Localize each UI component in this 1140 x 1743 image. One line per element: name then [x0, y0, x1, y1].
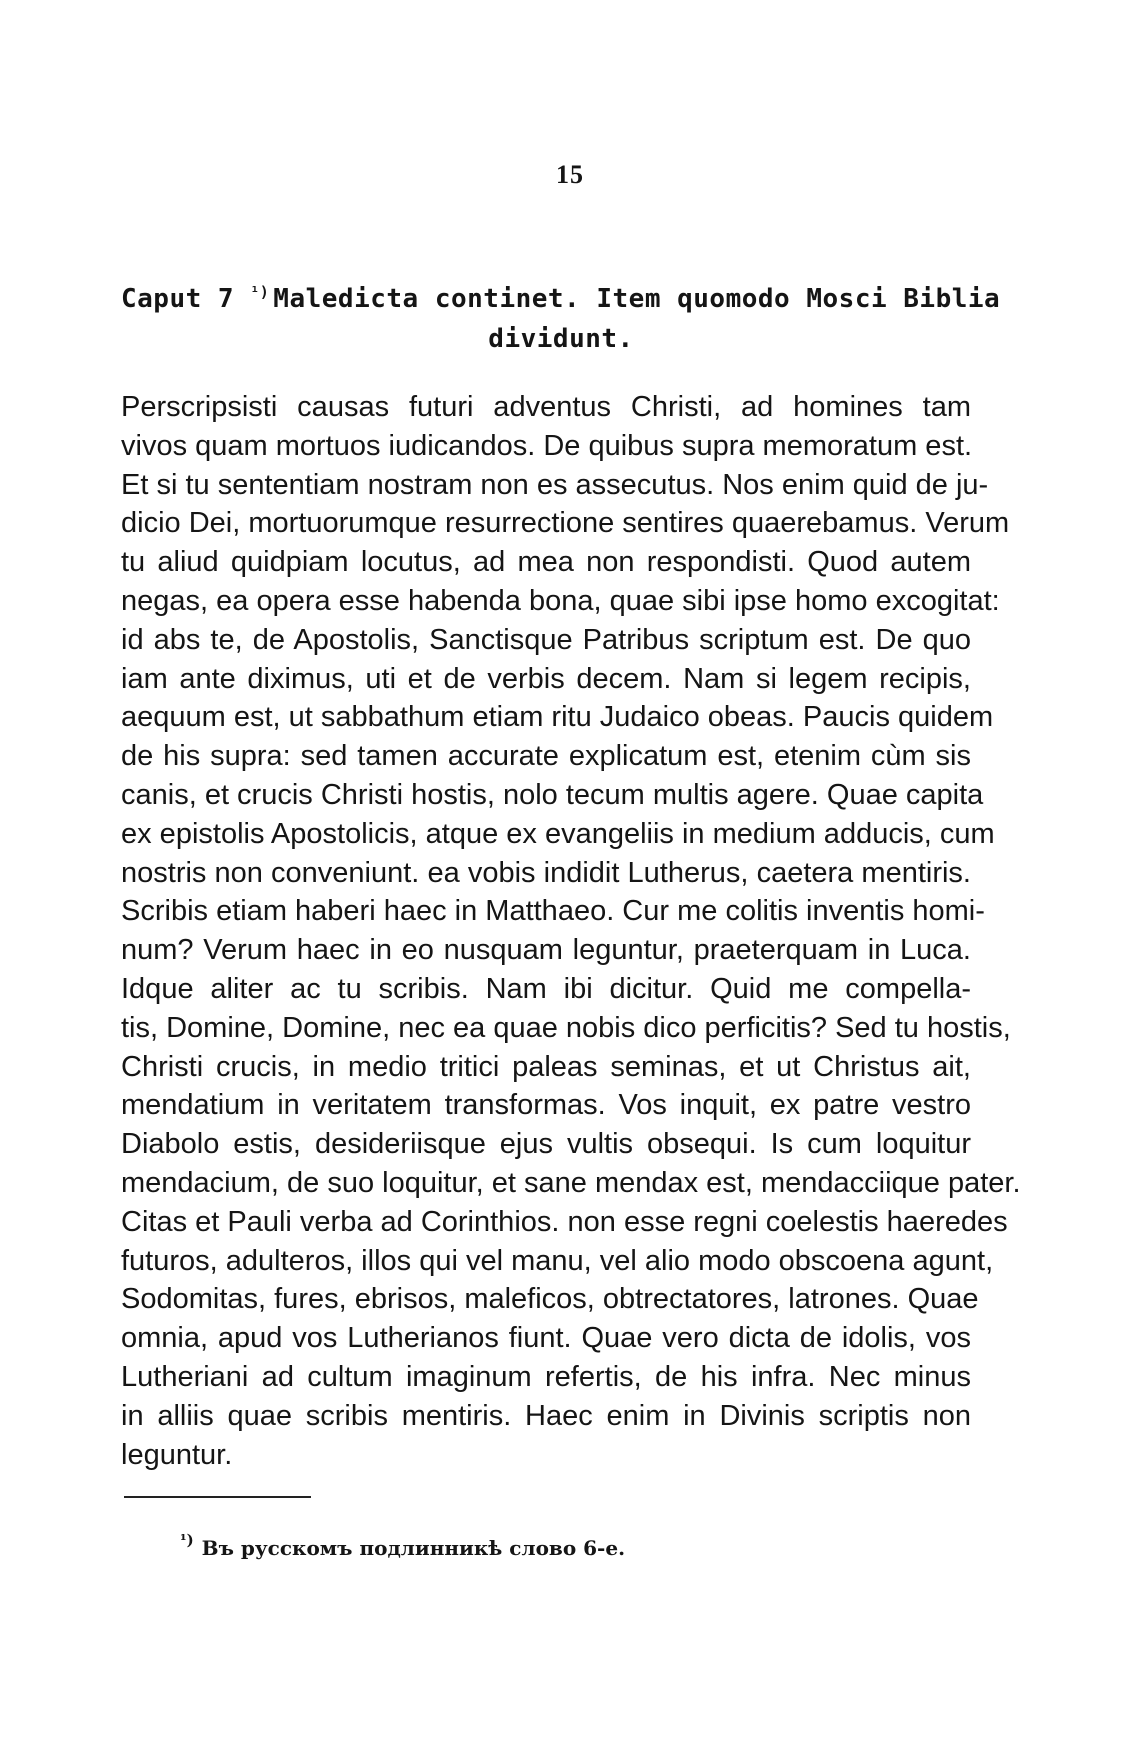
footnote-text: Въ русскомъ подлинникѣ слово 6-е.	[201, 1536, 626, 1560]
text-line: Sodomitas, fures, ebrisos, maleficos, obtrectatores, latrones. Quae	[121, 1283, 979, 1316]
text-line: mendacium, de suo loquitur, et sane mendax est, mendacciique pater.	[121, 1166, 1021, 1199]
text-line: nostris non conveniunt. ea vobis indidit Lutherus, caetera mentiris.	[121, 856, 971, 889]
text-line: vivos quam mortuos iudicandos. De quibus supra memoratum est.	[121, 429, 973, 462]
footnote-divider	[124, 1496, 311, 1498]
footnote	[180, 1531, 625, 1560]
text-line: Perscripsisti causas futuri adventus Christi, ad homines tam	[121, 391, 971, 423]
chapter-label: Caput 7	[121, 284, 235, 314]
text-line: de his supra: sed tamen accurate explicatum est, etenim cùm sis	[121, 740, 971, 773]
text-line: Et si tu sententiam nostram non es assecutus. Nos enim quid de ju-	[121, 468, 989, 501]
text-line: in alliis quae scribis mentiris. Haec enim in Divinis scriptis non	[121, 1399, 971, 1432]
text-line: iam ante diximus, uti et de verbis decem. Nam si legem recipis,	[121, 662, 971, 695]
text-line: Scribis etiam haberi haec in Matthaeo. Cur me colitis inventis homi-	[121, 895, 985, 928]
text-line: dicio Dei, mortuorumque resurrectione sentires quaerebamus. Verum	[121, 507, 1010, 540]
footnote-mark: ¹)	[180, 1531, 194, 1549]
text-line: canis, et crucis Christi hostis, nolo tecum multis agere. Quae capita	[121, 778, 984, 811]
chapter-title-part-2: dividunt.	[488, 324, 634, 354]
chapter-title-part-1: Maledicta continet. Item quomodo Mosci Biblia	[273, 284, 1001, 314]
text-line: Lutheriani ad cultum imaginum refertis, de his infra. Nec minus	[121, 1360, 971, 1393]
text-line: negas, ea opera esse habenda bona, quae sibi ipse homo excogitat:	[121, 584, 1000, 617]
page-number: 15	[556, 160, 584, 189]
text-line: aequum est, ut sabbathum etiam ritu Judaico obeas. Paucis quidem	[121, 701, 994, 734]
text-line: mendatium in veritatem transformas. Vos inquit, ex patre vestro	[121, 1089, 971, 1122]
text-line: Christi crucis, in medio tritici paleas seminas, et ut Christus ait,	[121, 1050, 971, 1083]
text-line: tu aliud quidpiam locutus, ad mea non respondisti. Quod autem	[121, 546, 971, 579]
chapter-heading-line-1	[121, 272, 1001, 319]
text-line: leguntur.	[121, 1438, 233, 1471]
chapter-heading	[121, 272, 1001, 359]
text-line: id abs te, de Apostolis, Sanctisque Patribus scriptum est. De quo	[121, 623, 971, 656]
text-line: omnia, apud vos Lutherianos fiunt. Quae vero dicta de idolis, vos	[121, 1322, 971, 1355]
text-line: Diabolo estis, desideriisque ejus vultis obsequi. Is cum loquitur	[121, 1128, 971, 1161]
text-line: ex epistolis Apostolicis, atque ex evangeliis in medium adducis, cum	[121, 817, 995, 850]
text-line: tis, Domine, Domine, nec ea quae nobis dico perficitis? Sed tu hostis,	[121, 1011, 1011, 1044]
text-line: Citas et Pauli verba ad Corinthios. non esse regni coelestis haeredes	[121, 1205, 1008, 1238]
footnote-reference[interactable]: ¹)	[250, 283, 270, 301]
text-line: Idque aliter ac tu scribis. Nam ibi dicitur. Quid me compella-	[121, 972, 971, 1005]
body-text	[121, 388, 1021, 1474]
text-line: futuros, adulteros, illos qui vel manu, vel alio modo obscoena agunt,	[121, 1244, 994, 1277]
text-line: num? Verum haec in eo nusquam leguntur, praeterquam in Luca.	[121, 934, 971, 967]
